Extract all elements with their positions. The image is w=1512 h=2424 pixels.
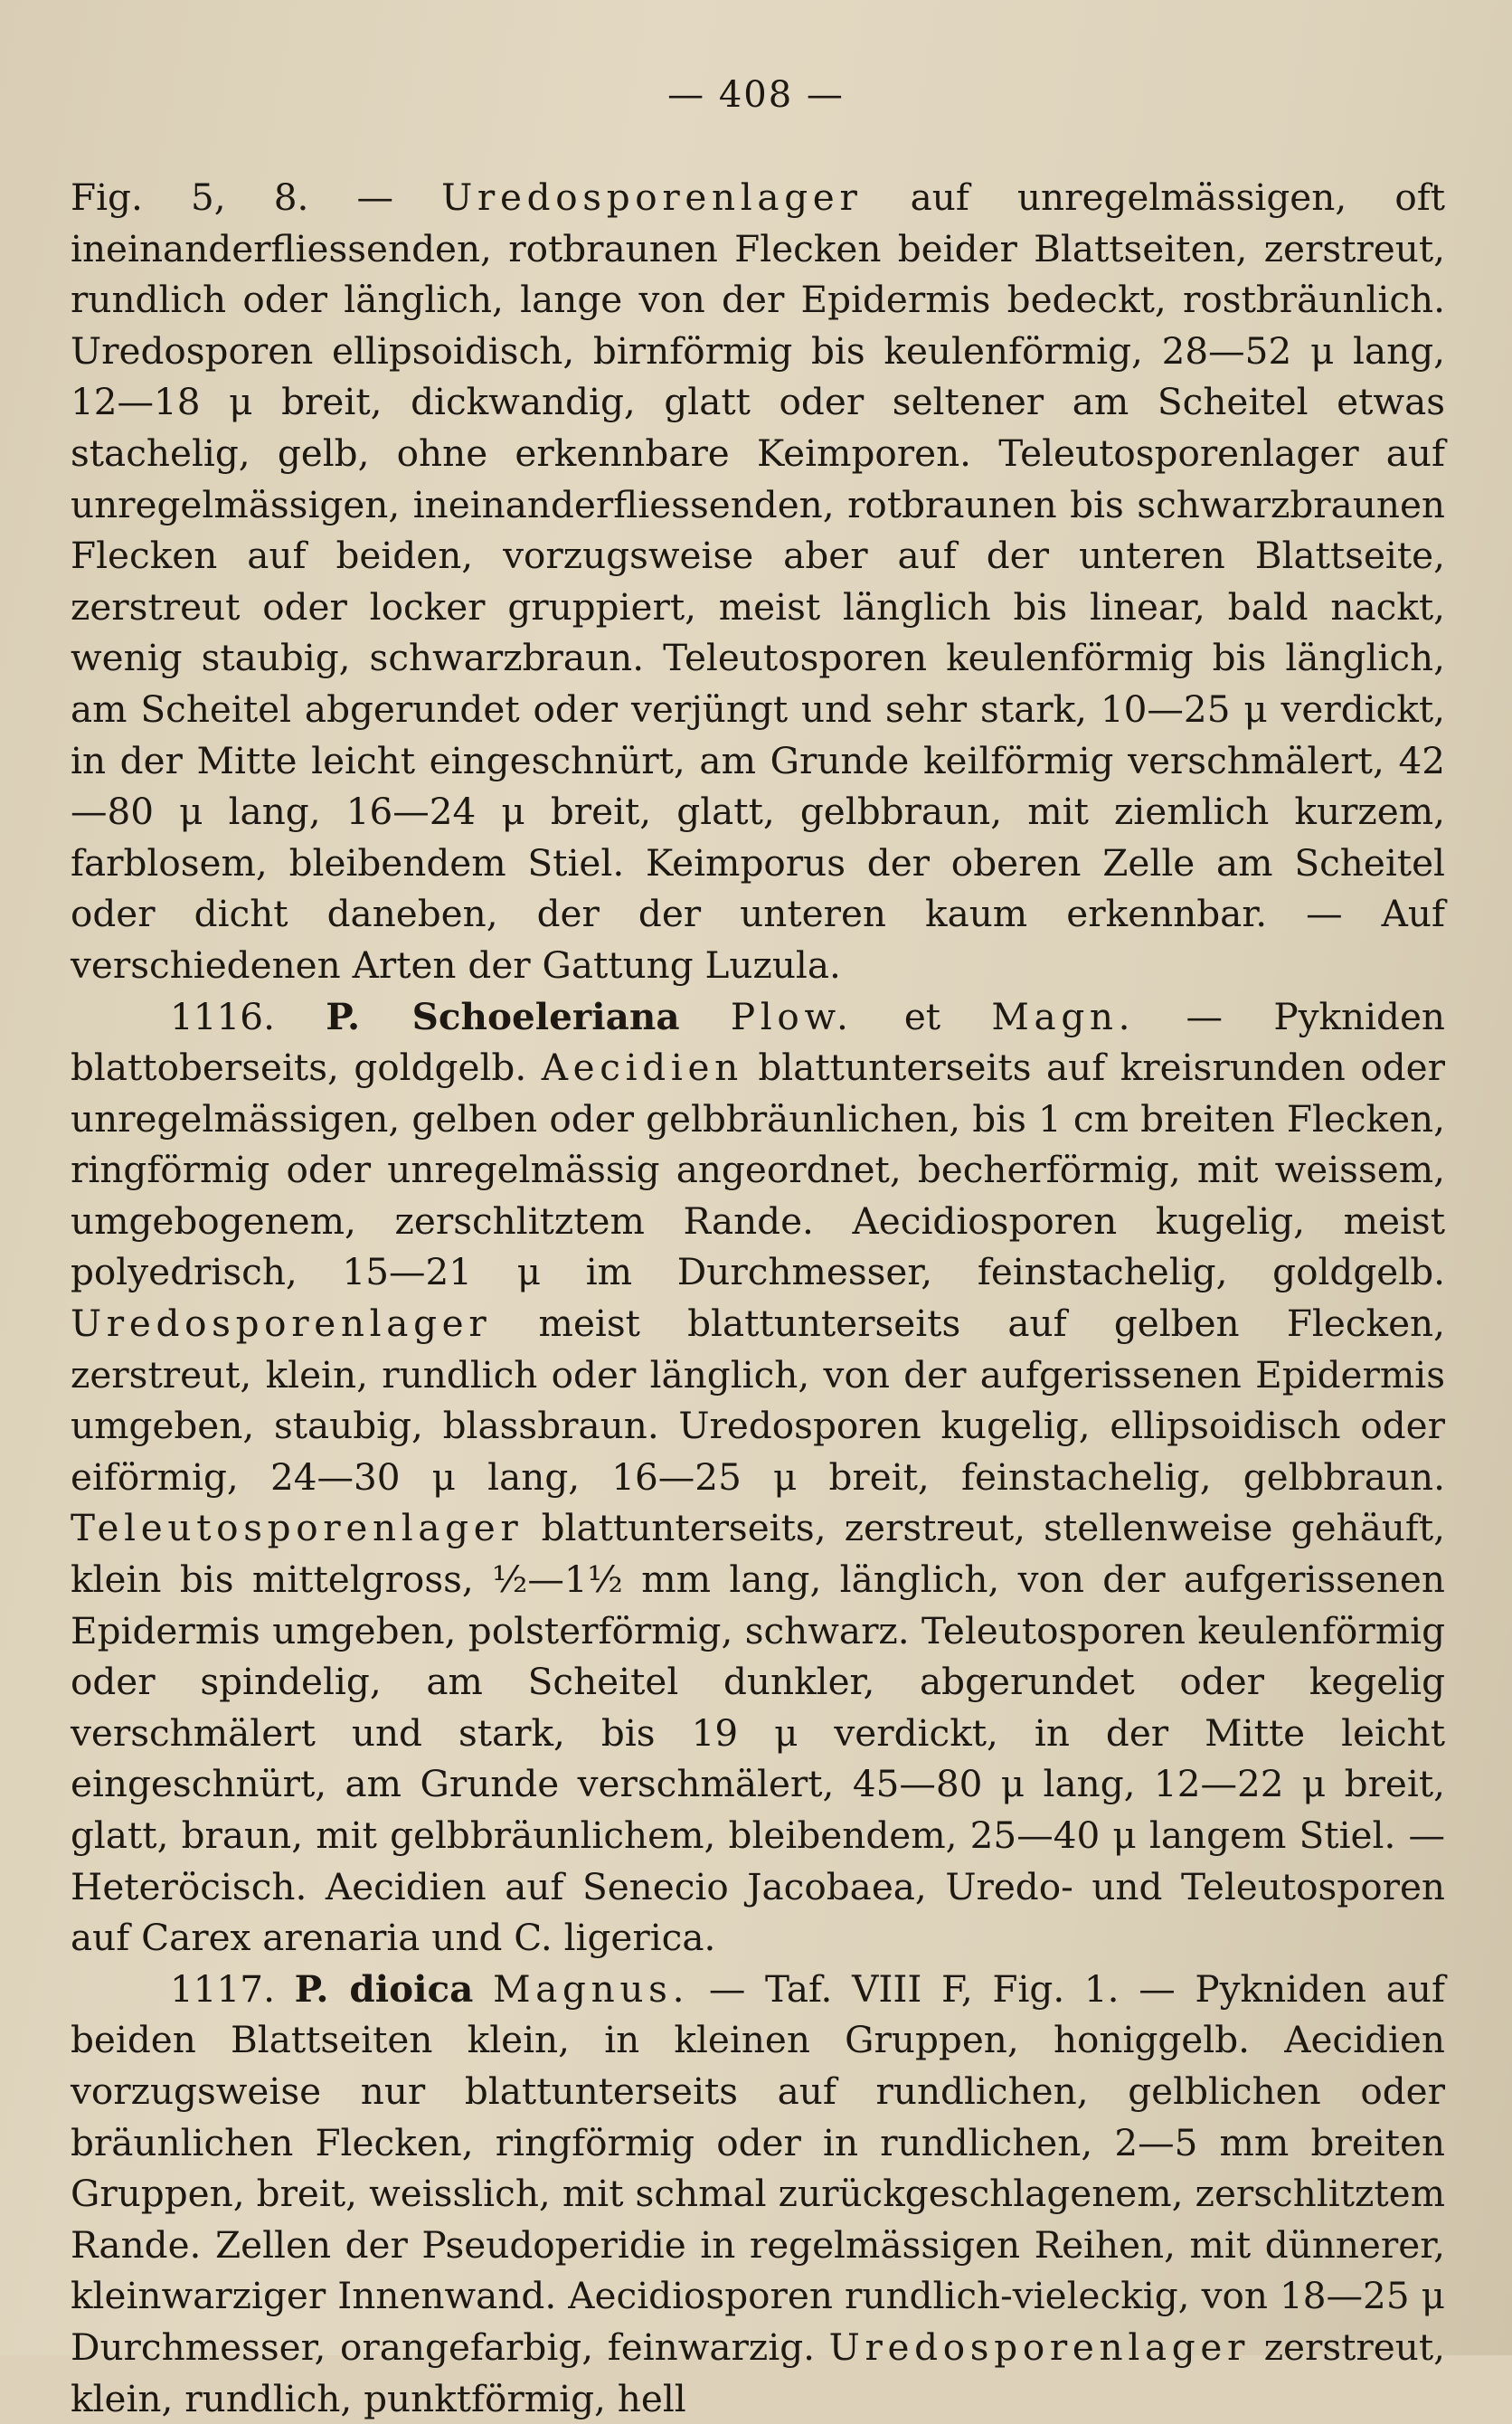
spaced-term: Uredosporenlager: [828, 2325, 1251, 2369]
text-run: et: [853, 994, 992, 1038]
text-run: 1116.: [170, 994, 326, 1038]
text-run: blattunterseits, zerstreut, stellenweise gehäuft, klein bis mittelgross, ½—1½ mm lang, länglich, von der aufgerissenen Epidermis umgeben, polsterförmig, schwarz. Teleutosporen keulenförmig oder spindelig, am Scheitel dunkler, abgerundet oder kegelig verschmälert und stark, bis 19 μ verdickt, in der Mitte leicht eingeschnürt, am Grunde verschmälert, 45—80 μ lang, 12—22 μ breit, glatt, braun, mit gelbbräunlichem, bleibendem, 25—40 μ langem Stiel. — Heteröcisch. Aecidien auf Senecio Jacobaea, Uredo- und Teleutosporen auf Carex arenaria und C. ligerica.: [71, 1506, 1445, 1960]
spaced-term: Uredosporenlager: [441, 175, 863, 219]
text-run: 1117.: [170, 1966, 295, 2011]
species-name: P. Schoeleriana: [326, 994, 680, 1038]
spaced-term: Uredosporenlager: [71, 1302, 492, 1346]
spaced-term: Magnus.: [493, 1966, 690, 2011]
text-run: zerstreut, klein, rundlich, punktförmig, hell: [71, 2325, 1445, 2420]
text-run: — Pykniden blattoberseits, goldgelb.: [71, 994, 1446, 1090]
spaced-term: Teleutosporenlager: [71, 1506, 524, 1550]
paragraph-1116-puccinia-schoeleriana: [71, 991, 1445, 1964]
spaced-term: Magn.: [991, 994, 1136, 1038]
body-text: [71, 172, 1445, 2424]
text-run: Fig. 5, 8. —: [71, 175, 442, 219]
spaced-term: Aecidien: [541, 1046, 743, 1090]
text-run: [680, 995, 731, 1038]
text-run: — Taf. VIII F, Fig. 1. — Pykniden auf beiden Blattseiten klein, in kleinen Gruppen, honiggelb. Aecidien vorzugsweise nur blattunterseits auf rundlichen, gelblichen oder bräunlichen Flecken, ringförmig oder in rundlichen, 2—5 mm breiten Gruppen, breit, weisslich, mit schmal zurückgeschlagenem, zerschlitztem Rande. Zellen der Pseudoperidie in regelmässigen Reihen, mit dünnerer, kleinwarziger Innenwand. Aecidiosporen rundlich-vieleckig, von 18—25 μ Durchmesser, orangefarbig, feinwarzig.: [71, 1966, 1445, 2369]
text-run: auf unregelmässigen, oft ineinanderfliessenden, rotbraunen Flecken beider Blattseiten, zerstreut, rundlich oder länglich, lange von der Epidermis bedeckt, rostbräunlich. Uredosporen ellipsoidisch, birnförmig bis keulenförmig, 28—52 μ lang, 12—18 μ breit, dickwandig, glatt oder seltener am Scheitel etwas stachelig, gelb, ohne erkennbare Keimporen. Teleutosporenlager auf unregelmässigen, ineinanderfliessenden, rotbraunen bis schwarzbraunen Flecken auf beiden, vorzugsweise aber auf der unteren Blattseite, zerstreut oder locker gruppiert, meist länglich bis linear, bald nackt, wenig staubig, schwarzbraun. Teleutosporen keulenförmig bis länglich, am Scheitel abgerundet oder verjüngt und sehr stark, 10—25 μ verdickt, in der Mitte leicht eingeschnürt, am Grunde keilförmig verschmälert, 42—80 μ lang, 16—24 μ breit, glatt, gelbbraun, mit ziemlich kurzem, farblosem, bleibendem Stiel. Keimporus der oberen Zelle am Scheitel oder dicht daneben, der der unteren kaum erkennbar. — Auf verschiedenen Arten der Gattung Luzula.: [71, 175, 1445, 987]
page-number: — 408 —: [667, 74, 845, 116]
paragraph-fig-continuation: [71, 172, 1445, 991]
text-run: meist blattunterseits auf gelben Flecken, zerstreut, klein, rundlich oder länglich, von der aufgerissenen Epidermis umgeben, staubig, blassbraun. Uredosporen kugelig, ellipsoidisch oder eiförmig, 24—30 μ lang, 16—25 μ breit, feinstachelig, gelbbraun.: [71, 1302, 1445, 1499]
text-run: blattunterseits auf kreisrunden oder unregelmässigen, gelben oder gelbbräunlichen, bis 1 cm breiten Flecken, ringförmig oder unregelmässig angeordnet, becherförmig, mit weissem, umgebogenem, zerschlitztem Rande. Aecidiosporen kugelig, meist polyedrisch, 15—21 μ im Durchmesser, feinstachelig, goldgelb.: [71, 1046, 1445, 1294]
spaced-term: Plow.: [730, 994, 854, 1038]
text-run: [473, 1967, 493, 2011]
species-name: P. dioica: [294, 1966, 474, 2011]
